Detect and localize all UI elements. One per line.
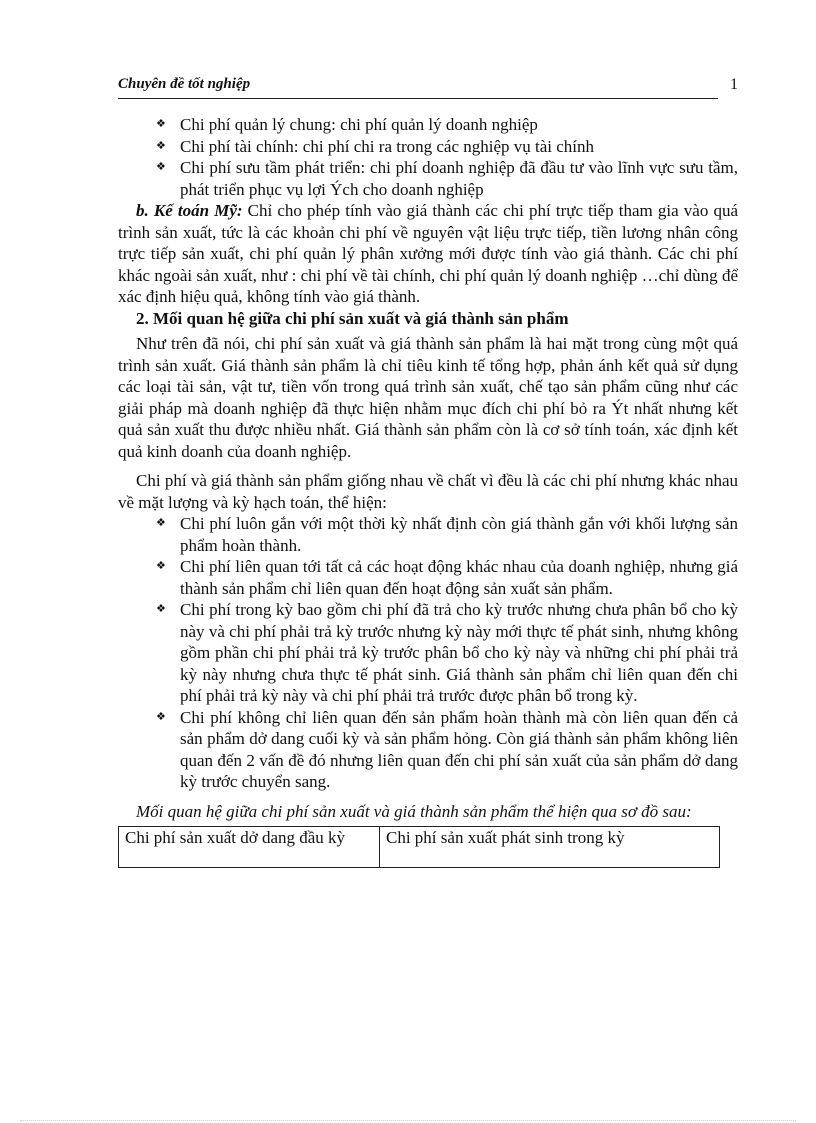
diagram-cell-opening-wip: Chi phí sản xuất dở dang đầu kỳ	[119, 827, 380, 868]
header-title: Chuyên đề tốt nghiệp	[118, 76, 251, 92]
page-number: 1	[730, 76, 738, 93]
section-b-text: Chỉ cho phép tính vào giá thành các chi phí trực tiếp tham gia vào quá trình sản xuất, tức là các khoản chi phí về nguyên vật liệu trực tiếp, tiền lương nhân công trực tiếp sản xuất, chi phí quản lý phân xưởng mới được tính vào giá thành. Các chi phí khác ngoài sản xuất, như : chi phí về tài chính, chi phí quản lý doanh nghiệp …chỉ dùng để xác định hiệu quả, không tính vào giá thành.	[118, 201, 739, 306]
list-item	[118, 599, 738, 707]
list-item	[118, 136, 738, 158]
list-item-text: Chi phí tài chính: chi phí chi ra trong các nghiệp vụ tài chính	[180, 136, 595, 156]
page-header	[118, 76, 718, 99]
diamond-bullet-icon: ❖	[156, 517, 166, 529]
diamond-bullet-icon: ❖	[156, 560, 166, 572]
comparison-list	[118, 513, 738, 793]
list-item	[118, 157, 738, 200]
diamond-bullet-icon: ❖	[156, 603, 166, 615]
section-b-paragraph	[118, 200, 738, 308]
list-item-text: Chi phí quản lý chung: chi phí quản lý doanh nghiệp	[180, 115, 538, 134]
diagram-cell-period-costs: Chi phí sản xuất phát sinh trong kỳ	[380, 827, 720, 868]
diamond-bullet-icon: ❖	[156, 710, 166, 723]
section-2-heading: 2. Mối quan hệ giữa chi phí sản xuất và giá thành sản phẩm	[136, 308, 569, 328]
list-item-text: Chi phí trong kỳ bao gồm chi phí đã trả cho kỳ trước nhưng chưa phân bổ cho kỳ này và chi phí phải trả kỳ trước nhưng kỳ này mới thực tế phát sinh, nhưng không gồm phần chi phí phải trả kỳ trước phân bổ cho kỳ này và những chi phí phải trả kỳ này nhưng chưa thực tế phát sinh. Giá thành sản phẩm chỉ liên quan đến chi phí phải trả kỳ này và chi phí phải trả trước được phân bổ trong kỳ.	[180, 600, 738, 705]
diamond-bullet-icon: ❖	[156, 118, 166, 130]
section-2-paragraph-2: Chi phí và giá thành sản phẩm giống nhau về chất vì đều là các chi phí nhưng khác nhau về mặt lượng và kỳ hạch toán, thể hiện:	[118, 471, 738, 512]
list-item-text: Chi phí sưu tầm phát triển: chi phí doanh nghiệp đã đầu tư vào lĩnh vực sưu tầm, phát triển phục vụ lợi Ých cho doanh nghiệp	[180, 158, 738, 199]
list-item-text: Chi phí liên quan tới tất cả các hoạt động khác nhau của doanh nghiệp, nhưng giá thành sản phẩm chỉ liên quan đến hoạt động sản xuất sản phẩm.	[180, 557, 738, 598]
diamond-bullet-icon: ❖	[156, 139, 166, 152]
list-item-text: Chi phí không chỉ liên quan đến sản phẩm hoàn thành mà còn liên quan đến cả sản phẩm dở dang cuối kỳ và sản phẩm hỏng. Còn giá thành sản phẩm không liên quan đến 2 vấn đề đó nhưng liên quan đến chi phí sản xuất của sản phẩm dở dang kỳ trước chuyển sang.	[180, 707, 738, 791]
list-item	[118, 513, 738, 556]
table-row	[119, 827, 720, 868]
section-2-paragraph-1: Như trên đã nói, chi phí sản xuất và giá thành sản phẩm là hai mặt trong cùng một quá trình sản xuất. Giá thành sản phẩm là chỉ tiêu kinh tế tổng hợp, phản ánh kết quả sử dụng các loại tài sản, vật tư, tiền vốn trong quá trình sản xuất, chế tạo sản phẩm cũng như các giải pháp mà doanh nghiệp đã thực hiện nhằm mục đích chi phí bỏ ra Ýt nhất nhưng kết quả sản xuất thu được nhiều nhất. Giá thành sản phẩm còn là cơ sở tính toán, xác định kết quả kinh doanh của doanh nghiệp.	[118, 334, 738, 461]
diamond-bullet-icon: ❖	[156, 161, 166, 173]
section-b-label: b. Kế toán Mỹ:	[136, 201, 243, 220]
list-item-text: Chi phí luôn gắn với một thời kỳ nhất định còn giá thành gắn với khối lượng sản phẩm hoàn thành.	[180, 514, 738, 555]
list-item	[118, 556, 738, 599]
cost-list	[118, 114, 738, 200]
document-body	[118, 114, 738, 868]
list-item	[118, 707, 738, 793]
cost-diagram-table	[118, 826, 720, 868]
list-item	[118, 114, 738, 136]
page-bottom-divider	[20, 1120, 796, 1121]
section-2-paragraph-3: Mối quan hệ giữa chi phí sản xuất và giá thành sản phẩm thể hiện qua sơ đồ sau:	[136, 801, 692, 821]
